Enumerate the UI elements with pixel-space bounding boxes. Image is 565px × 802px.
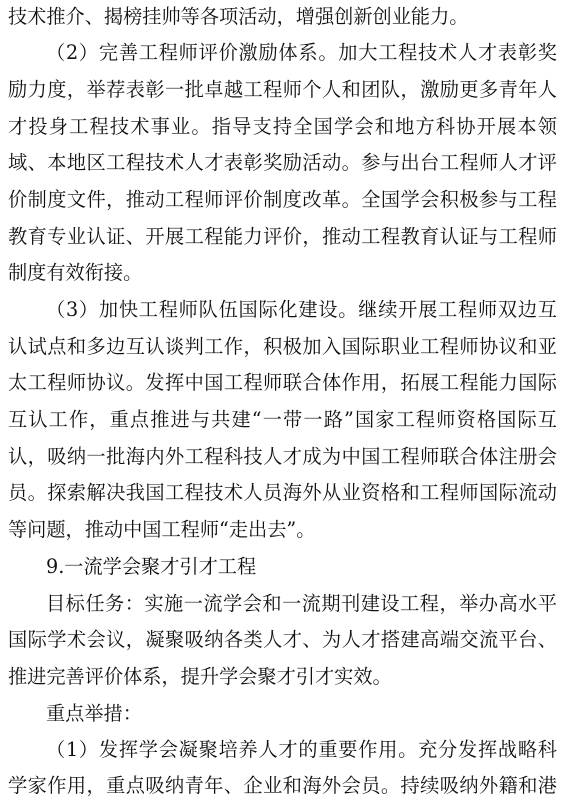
paragraph-first-line: （3）加快工程师队伍国际化建设。继续开展工程师双边互 [46, 298, 557, 321]
text-line: 认，吸纳一批海内外工程科技人才成为中国工程师联合体注册会 [8, 445, 557, 468]
text-line: 推进完善评价体系，提升学会聚才引才实效。 [8, 665, 392, 688]
text-line: 互认工作，重点推进与共建“一带一路”国家工程师资格国际互 [8, 408, 557, 431]
paragraph-first-line: （2）完善工程师评价激励体系。加大工程技术人才表彰奖 [46, 41, 557, 64]
section-heading: 9.一流学会聚才引才工程 [46, 555, 257, 578]
subheading-key-measures: 重点举措： [46, 702, 142, 725]
text-line: 员。探索解决我国工程技术人员海外从业资格和工程师国际流动 [8, 481, 557, 504]
paragraph-first-line: 目标任务：实施一流学会和一流期刊建设工程，举办高水平 [46, 592, 557, 615]
text-line: 国际学术会议，凝聚吸纳各类人才、为人才搭建高端交流平台、 [8, 628, 557, 651]
text-line: 价制度文件，推动工程师评价制度改革。全国学会积极参与工程 [8, 188, 557, 211]
text-line: 等问题，推动中国工程师“走出去”。 [8, 518, 316, 541]
text-line: 技术推介、揭榜挂帅等各项活动，增强创新创业能力。 [8, 5, 469, 28]
text-line: 认试点和多边互认谈判工作，积极加入国际职业工程师协议和亚 [8, 335, 557, 358]
text-line: 教育专业认证、开展工程能力评价，推动工程教育认证与工程师 [8, 225, 557, 248]
text-line: 励力度，举荐表彰一批卓越工程师个人和团队，激励更多青年人 [8, 78, 557, 101]
text-line: 域、本地区工程技术人才表彰奖励活动。参与出台工程师人才评 [8, 151, 557, 174]
text-line: 制度有效衔接。 [8, 261, 143, 284]
paragraph-first-line: （1）发挥学会凝聚培养人才的重要作用。充分发挥战略科 [46, 738, 557, 761]
text-line: 学家作用，重点吸纳青年、企业和海外会员。持续吸纳外籍和港 [8, 774, 557, 797]
text-line: 太工程师协议。发挥中国工程师联合体作用，拓展工程能力国际 [8, 371, 557, 394]
text-line: 才投身工程技术事业。指导支持全国学会和地方科协开展本领 [8, 115, 557, 138]
